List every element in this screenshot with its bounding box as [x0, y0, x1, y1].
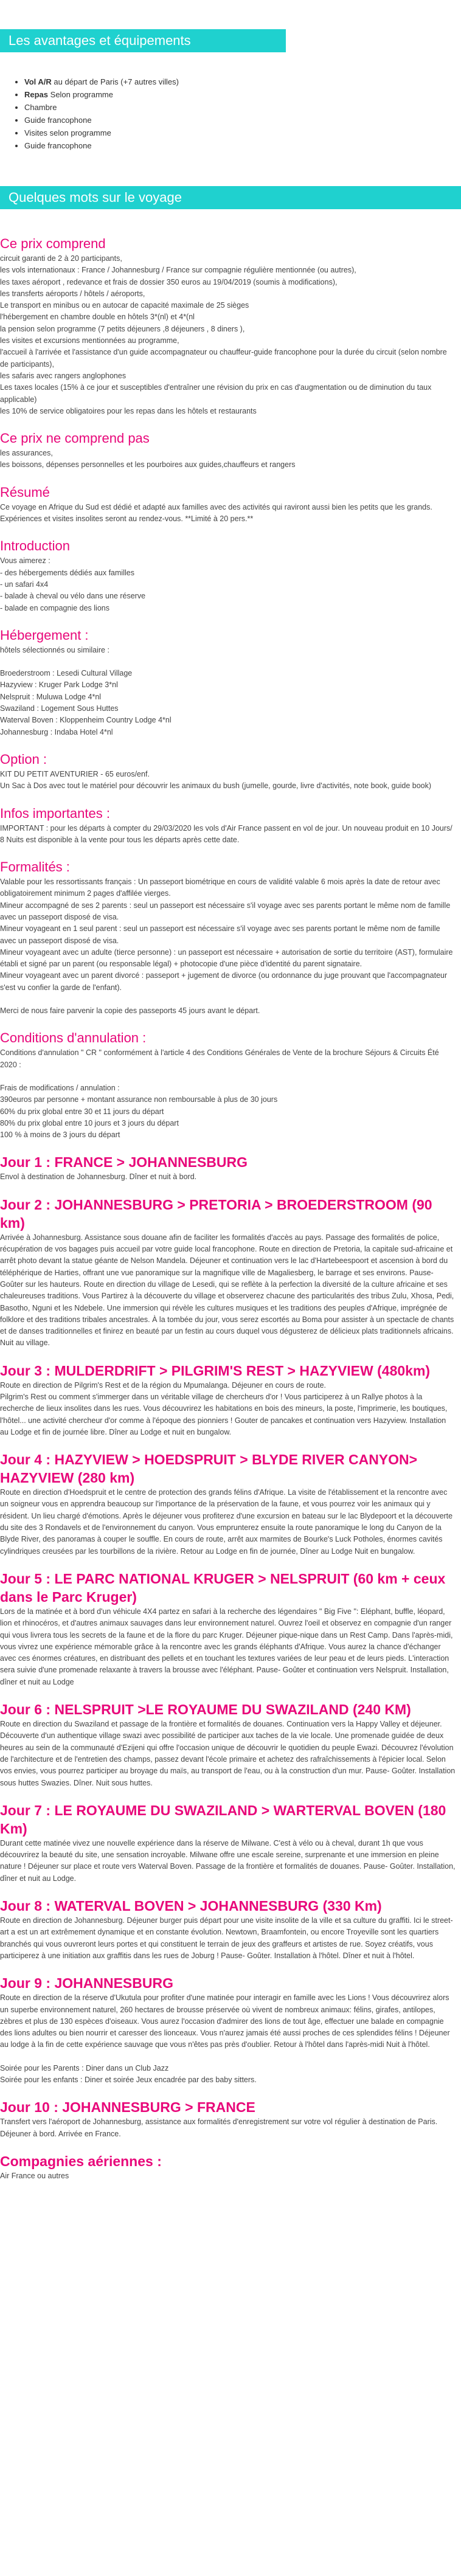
advantage-item-label: Vol A/R — [24, 77, 52, 86]
section-line: Route en direction de la réserve d'Ukutula pour profiter d'une matinée pour interagir en famille avec les Lions ! Vous découvrirez alors un superbe environnement naturel, 260 hectares de brousse préservée où vivent de nombreux animaux: félins, girafes, antilopes, zèbres et plus de 130 espèces d'oiseaux. Vous aurez l'occasion d'admirer des lions de tout âge, effectuer une balade en compagnie des lions adultes ou bien nourrir et caresser des lionceaux. Vous n'aurez jamais été aussi proches de ces splendides félins ! Déjeuner au lodge à la fin de cette expérience sauvage que vous n'êtes pas près d'oublier. Retour à l'hôtel dans l'après-midi Nuit à l'hôtel. — [0, 1993, 450, 2049]
section-line: Waterval Boven : Kloppenheim Country Lodge 4*nl — [0, 716, 172, 725]
section-line: Arrivée à Johannesburg. Assistance sous douane afin de faciliter les formalités d'accès au pays. Passage des formalités de police, récupération de vos bagages puis accueil par votre guide local francophone. Route en direction de Pretoria, la capitale sud-africaine et arrêt photo devant la statue géante de Nelson Mandela. Déjeuner et continuation vers le lac d'Hartebeespoort et ascension à bord du téléphérique de Harties, offrant une vue panoramique sur la magnifique ville de Magaliesberg, le barrage et ses environs. Pause- Goûter sur les hauteurs. Route en direction du village de Lesedi, qui se reflète à la perfection la diversité de la culture africaine et ses chaleureuses traditions. Vous Partirez à la découverte du village et observerez chacune des particularités des tribus Zulu, Xhosa, Pedi, Basotho, Nguni et les Ndebele. Une immersion qui révèle les cultures musiques et les traditions des peuples d'Afrique, imprégnée de folklore et des traditions tribales ancestrales. À la tombée du jour, vous serez escortés au Boma pour assister à un spectacle de chants et de danses traditionnelles et finirez en beauté par un festin au cours duquel vous dégusterez de délicieux plats traditionnels africains. Nuit au village. — [0, 1233, 454, 1348]
day-title: Jour 2 : JOHANNESBURG > PRETORIA > BROEDERSTROOM (90 km) — [0, 1196, 432, 1231]
section-line: Soirée pour les Parents : Diner dans un Club Jazz — [0, 2063, 169, 2072]
day-title: Jour 6 : NELSPRUIT >LE ROYAUME DU SWAZILAND (240 KM) — [0, 1702, 411, 1718]
day-section — [0, 1897, 456, 1974]
section-line: - balade à cheval ou vélo dans une réserve — [0, 592, 146, 601]
section-line: les safaris avec rangers anglophones — [0, 371, 127, 380]
section-body — [0, 1171, 456, 1183]
section-line: Mineur voyageant avec un parent divorcé : passeport + jugement de divorce (ou ordonnance du juge prouvant que l'accompagnateur s'est vu confier la garde de l'enfant). — [0, 971, 448, 992]
info-section — [0, 429, 456, 483]
section-line: 100 % à moins de 3 jours du départ — [0, 1130, 120, 1140]
section-line: Mineur voyageant avec un adulte (tierce personne) : un passeport est nécessaire + autorisation de sortie du territoire (AST), formulaire établi et signé par un parent (ou responsable légal) + photocopie d'une pièce d'identité du parent signataire. — [0, 947, 453, 969]
section-line: Mineur voyageant en 1 seul parent : seul un passeport est nécessaire s'il voyage avec ses parents portant le même nom de famille avec un passeport disposé de visa. — [0, 924, 440, 945]
section-line: Mineur accompagné de ses 2 parents : seul un passeport est nécessaire s'il voyage avec ses parents portant le même nom de famille avec un passeport disposé de visa. — [0, 901, 451, 921]
section-line: Un Sac à Dos avec tout le matériel pour découvrir les animaux du bush (jumelle, gourde, livre d'activités, note book, guide book) — [0, 781, 432, 791]
section-line: les boissons, dépenses personnelles et les pourboires aux guides,chauffeurs et rangers — [0, 460, 296, 469]
section-body — [0, 1719, 456, 1789]
day-title: Jour 3 : MULDERDRIFT > PILGRIM'S REST > HAZYVIEW (480km) — [0, 1362, 431, 1379]
section-line: KIT DU PETIT AVENTURIER - 65 euros/enf. — [0, 769, 150, 778]
section-line: Hazyview : Kruger Park Lodge 3*nl — [0, 680, 118, 690]
section-line: les transferts aéroports / hôtels / aéroports, — [0, 289, 145, 298]
day-section — [0, 1801, 456, 1897]
section-body — [0, 823, 456, 847]
section-title: Formalités : — [0, 859, 70, 875]
day-title: Jour 1 : FRANCE > JOHANNESBURG — [0, 1154, 248, 1171]
blank-line — [0, 1071, 456, 1082]
section-title: Option : — [0, 751, 47, 767]
section-line: l'hébergement en chambre double en hôtels 3*(nl) et 4*(nl — [0, 313, 195, 322]
day-section — [0, 2098, 456, 2152]
day-section — [0, 1153, 456, 1195]
itinerary-days — [0, 1153, 456, 2194]
blank-line — [0, 2051, 456, 2063]
advantage-item-text: au départ de Paris (+7 autres villes) — [51, 77, 179, 86]
day-section — [0, 1450, 456, 1570]
section-title: Conditions d'annulation : — [0, 1030, 147, 1046]
section-line: Valable pour les ressortissants français : Un passeport biométrique en cours de validité valable 6 mois après la date de retour avec obligatoirement minimum 2 pages d'affilée vierges. — [0, 878, 440, 898]
day-section — [0, 1362, 456, 1450]
section-line: Soirée pour les enfants : Diner et soirée Jeux encadrée par des baby sitters. — [0, 2075, 257, 2084]
section-body — [0, 253, 456, 417]
section-line: Frais de modifications / annulation : — [0, 1083, 120, 1092]
advantage-item-text: Selon programme — [48, 90, 113, 99]
section-line: Transfert vers l'aéroport de Johannesburg, assistance aux formalités d'enregistrement sur votre vol régulier à destination de Paris. Déjeuner à bord. Arrivée en France. — [0, 2117, 438, 2138]
section-title: Infos importantes : — [0, 805, 110, 821]
section-line: 60% du prix global entre 30 et 11 jours du départ — [0, 1107, 164, 1116]
section-line: Le transport en minibus ou en autocar de capacité maximale de 25 sièges — [0, 301, 249, 310]
section-line: Vous aimerez : — [0, 556, 50, 566]
section-line: 390euros par personne + montant assurance non remboursable à plus de 30 jours — [0, 1095, 278, 1104]
advantage-item — [24, 101, 179, 114]
section-line: - balade en compagnie des lions — [0, 603, 109, 612]
section-body — [0, 1606, 456, 1688]
blank-line — [0, 994, 456, 1005]
day-title: Jour 7 : LE ROYAUME DU SWAZILAND > WARTERVAL BOVEN (180 Km) — [0, 1802, 446, 1837]
day-title: Jour 10 : JOHANNESBURG > FRANCE — [0, 2099, 255, 2116]
section-line: Route en direction d'Hoedspruit et le centre de protection des grands félins d'Afrique. La visite de l'établissement et la rencontre avec un soigneur vous en apprendra beaucoup sur l'importance de la préservation de la faune, et vous pourrez voir les animaux qui y résident. Un lieu chargé d'émotions. Après le déjeuner vous profiterez d'une excursion en bateau sur le lac Blydepoort et la découverte du site des 3 Rondavels et de l'environnement du canyon. Vous emprunterez ensuite la route panoramique le long du Canyon de la Blyde River, des panoramas à couper le souffle. En cours de route, arrêt aux marmites de Bourke's Luck Potholes, énormes cavités cylindriques creusées par les tourbillons de la rivière. Retour au Lodge en fin de journée, Dîner au Lodge Nuit en bungalow. — [0, 1488, 453, 1556]
section-body — [0, 645, 456, 738]
info-section — [0, 858, 456, 1029]
section-title: Ce prix ne comprend pas — [0, 431, 150, 446]
info-section — [0, 537, 456, 626]
section-body — [0, 769, 456, 792]
trip-title: Quelques mots sur le voyage — [0, 186, 461, 209]
day-section — [0, 2152, 456, 2194]
section-line: hôtels sélectionnés ou similaire : — [0, 645, 109, 654]
day-section — [0, 1700, 456, 1801]
section-line: les assurances, — [0, 449, 53, 458]
section-body — [0, 502, 456, 525]
section-line: Envol à destination de Johannesburg. Dîner et nuit à bord. — [0, 1172, 197, 1182]
section-line: la pension selon programme (7 petits déjeuners ,8 déjeuners , 8 diners ), — [0, 324, 245, 333]
info-section — [0, 483, 456, 538]
section-body — [0, 448, 456, 471]
advantage-item — [24, 126, 179, 139]
section-line: Air France ou autres — [0, 2171, 69, 2180]
section-line: les 10% de service obligatoires pour les repas dans les hôtels et restaurants — [0, 406, 257, 415]
section-body — [0, 2116, 456, 2140]
blank-line — [0, 656, 456, 668]
section-line: Broederstroom : Lesedi Cultural Village — [0, 669, 133, 678]
info-section — [0, 750, 456, 805]
info-section — [0, 235, 456, 429]
section-line: IMPORTANT : pour les départs à compter du 29/03/2020 les vols d'Air France passent en vol de jour. Un nouveau produit en 10 Jours/ 8 Nuits est disponible à la vente pour tous les départs après cette date. — [0, 823, 452, 844]
section-line: Swaziland : Logement Sous Huttes — [0, 704, 119, 713]
day-title: Compagnies aériennes : — [0, 2153, 162, 2169]
section-body — [0, 1838, 456, 1885]
advantage-item — [24, 75, 179, 88]
section-body — [0, 1915, 456, 1962]
day-section — [0, 1196, 456, 1362]
section-body — [0, 1487, 456, 1557]
section-line: Route en direction de Johannesburg. Déjeuner burger puis départ pour une visite insolite de la ville et sa culture du graffiti. Ici le street-art a est un art extrêmement dynamique et en constante évolution. Newtown, Braamfontein, ou encore Troyeville sont les quartiers branchés qui vous ouvreront leurs portes et qui constituent le terrain de jeux des graffeurs et artistes de rue. Soyez créatifs, vous participerez à une initiation aux graffitis dans les rues de Joburg ! Pause- Goûter. Installation à l'hôtel. Dîner et nuit à l'hôtel. — [0, 1916, 453, 1960]
section-body — [0, 555, 456, 614]
advantage-item — [24, 114, 179, 126]
section-body — [0, 1992, 456, 2086]
advantages-list — [24, 75, 179, 152]
section-line: - des hébergements dédiés aux familles — [0, 568, 134, 577]
day-title: Jour 4 : HAZYVIEW > HOEDSPRUIT > BLYDE RIVER CANYON> HAZYVIEW (280 km) — [0, 1452, 418, 1486]
day-section — [0, 1570, 456, 1700]
info-section — [0, 1029, 456, 1153]
day-title: Jour 9 : JOHANNESBURG — [0, 1975, 173, 1992]
advantage-item — [24, 88, 179, 101]
section-line: Route en direction du Swaziland et passage de la frontière et formalités de douanes. Continuation vers la Happy Valley et déjeuner. Découverte d'un authentique village swazi avec possibilité de participer aux taches de la vie locale. Une promenade guidée de deux heures au sein de la communauté d'Ezijeni qui offre l'occasion unique de découvrir le quotidien du peuple Ewazi. Découvrez l'évolution de l'architecture et de l'entretien des champs, passez devant l'école primaire et achetez des rafraîchissements à l'épicier local. Selon vos envies, vous pourrez participer au broyage du maïs, au transport de l'eau, ou à la construction d'un mur. Pause- Goûter. Installation sous huttes Swazies. Dîner. Nuit sous huttes. — [0, 1720, 456, 1787]
section-line: circuit garanti de 2 à 20 participants, — [0, 254, 122, 263]
day-title: Jour 8 : WATERVAL BOVEN > JOHANNESBURG (330 Km) — [0, 1898, 382, 1914]
section-line: 80% du prix global entre 10 jours et 3 jours du départ — [0, 1118, 179, 1127]
info-section — [0, 805, 456, 859]
section-line: l'accueil à l'arrivée et l'assistance d'un guide accompagnateur ou chauffeur-guide francophone pour la durée du circuit (selon nombre de participants), — [0, 348, 447, 369]
section-line: Ce voyage en Afrique du Sud est dédié et adapté aux familles avec des activités qui raviront aussi bien les petits que les grands. Expériences et visites insolites seront au rendez-vous. **Limité à 20 pers.** — [0, 502, 432, 524]
info-section — [0, 626, 456, 750]
section-line: les vols internationaux : France / Johannesburg / France sur compagnie régulière mentionnée (ou autres), — [0, 266, 356, 275]
section-body — [0, 2170, 456, 2182]
section-line: Johannesburg : Indaba Hotel 4*nl — [0, 727, 113, 736]
section-line: Pilgrim's Rest ou comment s'immerger dans un véritable village de chercheurs d'or ! Vous participerez à un Rallye photos à la recherche de lieux insolites dans les rues. Vous découvrirez les habitations en bois des mineurs, la poste, l'imprimerie, les boutiques, l'hôtel... une activité chercheur d'or comme à l'époque des pionniers ! Gouter de pancakes et continuation vers Hazyview. Installation au Lodge et fin de journée libre. Dîner au Lodge et nuit en bungalow. — [0, 1393, 448, 1436]
day-title: Jour 5 : LE PARC NATIONAL KRUGER > NELSPRUIT (60 km + ceux dans le Parc Kruger) — [0, 1570, 446, 1605]
advantage-item — [24, 139, 179, 152]
section-line: Lors de la matinée et à bord d'un véhicule 4X4 partez en safari à la recherche des légendaires " Big Five ": Eléphant, buffle, léopard, lion et rhinocéros, et d'autres animaux sauvages dans leur environnement naturel. Ouvrez l'oeil et observez en compagnie d'un ranger qui vous livrera tous les secrets de la faune et de la flore du parc Kruger. Déjeuner pique-nique dans un Rest Camp. Dans l'après-midi, vous vivrez une expérience mémorable grâce à la rencontre avec les grands éléphants d'Afrique. Vous aurez la chance d'échanger avec ces énormes créatures, en distribuant des pellets et en touchant les textures variées de leur peau et de leurs pieds. L'interaction sera suivie d'une promenade relaxante à travers la brousse avec l'éléphant. Pause- Goûter et continuation vers Nelspruit. Installation, dîner et nuit au Lodge — [0, 1607, 453, 1686]
section-body — [0, 876, 456, 1017]
section-title: Résumé — [0, 484, 50, 500]
section-body — [0, 1380, 456, 1438]
advantage-item-text: Visites selon programme — [24, 128, 111, 137]
section-line: Nelspruit : Muluwa Lodge 4*nl — [0, 692, 102, 701]
section-title: Hébergement : — [0, 627, 89, 643]
section-line: les taxes aéroport , redevance et frais de dossier 350 euros au 19/04/2019 (soumis à modifications), — [0, 277, 338, 286]
section-body — [0, 1232, 456, 1349]
section-title: Introduction — [0, 538, 70, 554]
section-line: - un safari 4x4 — [0, 580, 49, 589]
advantage-item-label: Repas — [24, 90, 49, 99]
info-sections — [0, 235, 456, 1153]
section-line: Les taxes locales (15% à ce jour et susceptibles d'entraîner une révision du prix en cas d'augmentation ou de diminution du taux applicable) — [0, 383, 432, 404]
advantage-item-text: Guide francophone — [24, 116, 92, 125]
day-section — [0, 1974, 456, 2098]
trip-content — [0, 235, 456, 2194]
section-body — [0, 1047, 456, 1141]
section-line: Durant cette matinée vivez une nouvelle expérience dans la réserve de Milwane. C'est à vélo ou à cheval, durant 1h que vous découvrirez la beauté du site, une sensation incroyable. Milwane offre une escale sereine, surprenante et une immersion en pleine nature ! Déjeuner sur place et route vers Waterval Boven. Passage de la frontière et formalités de douanes. Pause- Goûter. Installation, dîner et nuit au Lodge. — [0, 1838, 456, 1883]
section-title: Ce prix comprend — [0, 236, 106, 251]
advantages-title: Les avantages et équipements — [0, 29, 286, 52]
section-line: Conditions d'annulation " CR " conformément à l'article 4 des Conditions Générales de Vente de la brochure Séjours & Circuits Été 2020 : — [0, 1048, 439, 1069]
section-line: Merci de nous faire parvenir la copie des passeports 45 jours avant le départ. — [0, 1006, 260, 1016]
advantage-item-text: Chambre — [24, 103, 57, 112]
advantage-item-text: Guide francophone — [24, 141, 92, 150]
section-line: Route en direction de Pilgrim's Rest et de la région du Mpumalanga. Déjeuner en cours de route. — [0, 1380, 327, 1390]
section-line: les visites et excursions mentionnées au programme, — [0, 336, 179, 345]
